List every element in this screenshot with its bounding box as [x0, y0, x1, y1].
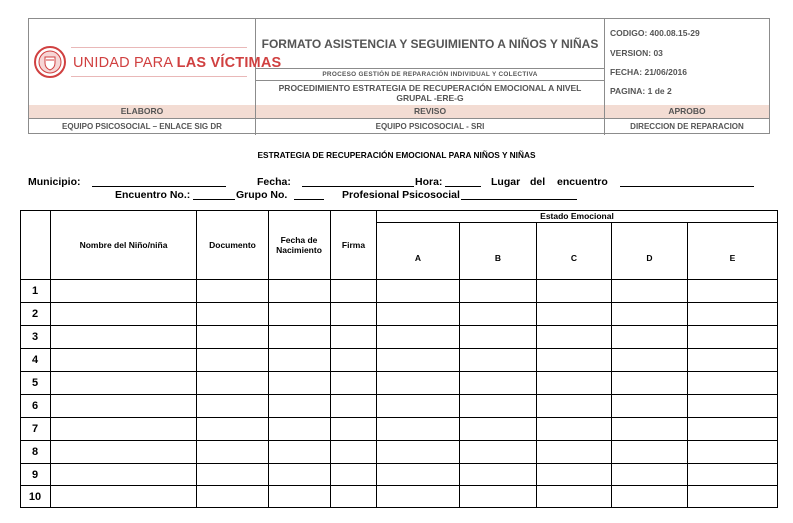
codigo: CODIGO: 400.08.15-29 [610, 28, 700, 38]
table-border [20, 507, 778, 508]
row-number: 3 [31, 331, 39, 343]
col-header-fecha-nacimiento: Fecha de Nacimiento [276, 234, 322, 255]
fecha-field[interactable] [302, 186, 414, 187]
col-header-documento: Documento [209, 239, 256, 250]
grupo-no-label: Grupo No. [236, 189, 288, 201]
del-label-word: del [530, 176, 546, 188]
role-aprobo-head: APROBO [605, 105, 769, 118]
col-header-firma: Firma [341, 239, 366, 250]
row-number: 7 [31, 423, 39, 435]
table-border [20, 417, 778, 418]
col-header-estado-emocional: Estado Emocional [540, 211, 614, 221]
col-header-estado-e: E [729, 253, 736, 263]
col-header-estado-a: A [414, 253, 422, 263]
col-header-estado-c: C [570, 253, 578, 263]
hora-label: Hora: [415, 176, 443, 188]
role-elaboro-value: EQUIPO PSICOSOCIAL – ENLACE SIG DR [62, 122, 222, 131]
table-border [20, 325, 778, 326]
fecha-label: Fecha: [257, 176, 291, 188]
row-number: 10 [28, 490, 42, 503]
municipio-label: Municipio: [28, 176, 81, 188]
role-reviso-head: REVISO [256, 105, 604, 118]
row-number: 5 [31, 377, 39, 389]
table-border [376, 222, 778, 223]
grupo-no-field[interactable] [294, 199, 324, 200]
table-border [20, 279, 778, 280]
table-border [20, 371, 778, 372]
format-title: FORMATO ASISTENCIA Y SEGUIMIENTO A NIÑOS Y NIÑAS [261, 37, 599, 51]
profesional-label: Profesional Psicosocial [342, 189, 460, 201]
role-aprobo-value: DIRECCION DE REPARACION [630, 122, 744, 131]
col-header-estado-b: B [494, 253, 502, 263]
table-border [20, 440, 778, 441]
role-elaboro-head: ELABORO [29, 105, 255, 118]
row-number: 9 [31, 468, 39, 481]
col-header-estado-d: D [646, 253, 653, 263]
profesional-field[interactable] [461, 199, 577, 200]
logo-text: UNIDAD PARA LAS VÍCTIMAS [73, 55, 282, 71]
table-border [20, 485, 778, 486]
lugar-label-word: Lugar [491, 176, 521, 188]
logo [29, 19, 282, 105]
municipio-field[interactable] [92, 186, 226, 187]
pagina: PAGINA: 1 de 2 [610, 86, 672, 96]
lugar-field[interactable] [620, 186, 754, 187]
form-title: ESTRATEGIA DE RECUPERACIÓN EMOCIONAL PARA NIÑOS Y NIÑAS [257, 150, 536, 160]
row-number: 8 [31, 446, 39, 458]
row-number: 4 [31, 354, 39, 366]
row-number: 2 [31, 308, 39, 320]
row-number: 1 [31, 285, 39, 297]
logo-rule [71, 76, 247, 77]
version: VERSION: 03 [610, 48, 663, 58]
encuentro-no-field[interactable] [193, 199, 235, 200]
encuentro-label-word: encuentro [557, 176, 608, 188]
logo-rule [71, 47, 247, 48]
table-border [20, 302, 778, 303]
col-header-nombre: Nombre del Niño/niña [79, 239, 168, 250]
hora-field[interactable] [445, 186, 481, 187]
document-header [28, 18, 770, 134]
proceso-label: PROCESO GESTIÓN DE REPARACIÓN INDIVIDUAL Y COLECTIVA [322, 71, 538, 78]
fecha: FECHA: 21/06/2016 [610, 67, 688, 77]
row-number: 6 [31, 400, 39, 412]
encuentro-no-label: Encuentro No.: [115, 189, 191, 201]
table-border [20, 394, 778, 395]
attendance-table [20, 210, 778, 507]
procedimiento-label: PROCEDIMIENTO ESTRATEGIA DE RECUPERACIÓN EMOCIONAL A NIVEL GRUPAL -ERE-G [278, 83, 582, 103]
role-reviso-value: EQUIPO PSICOSOCIAL - SRI [375, 122, 485, 131]
table-border [20, 348, 778, 349]
table-border [20, 463, 778, 464]
coat-of-arms-icon [33, 45, 67, 79]
